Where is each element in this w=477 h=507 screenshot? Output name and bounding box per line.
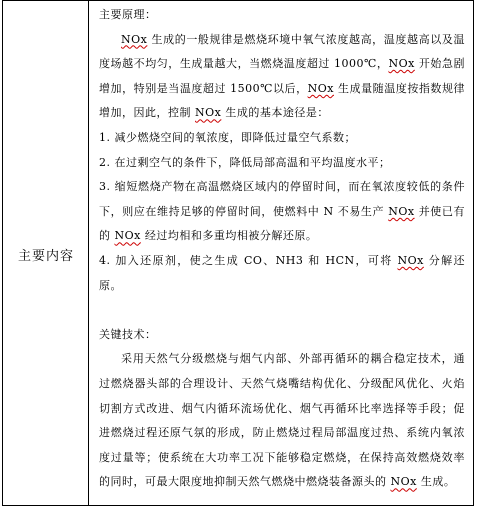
content-cell (89, 1, 473, 505)
principle-text: 生成的一般规律是燃烧环境中氧气浓度越高，温度越高以及温度场越不均匀，生成量越大，当燃烧温度超过 1000℃， (99, 32, 465, 71)
row-label: 主要内容 (17, 249, 74, 264)
list-item-3-text: 3. 缩短燃烧产物在高温燃烧区域内的停留时间，而在氧浓度较低的条件下，则应在维持足够的停留时间，使燃料中 N 不易生产 (99, 180, 465, 218)
list-item-1: 1. 减少燃烧空间的氧浓度，即降低过量空气系数； (99, 130, 356, 144)
key-tech-text: 采用天然气分级燃烧与烟气内部、外部再循环的耦合稳定技术，通过燃烧器头部的合理设计、天然气烧嘴结构优化、分级配风优化、火焰切割方式改进、烟气内循环流场优化、烟气再循环比率选择等手段；促进燃烧过程还原气氛的形成，防止燃烧过程局部温度过热、系统内氧浓度过量等；使系统在大功率工况下能够稳定燃烧，在保持高效燃烧效率的同时，可最大限度地抑制天然气燃烧中燃烧装备源头的 (99, 352, 465, 489)
principle-text: 开始急剧增加，特别是当温度超过 1500℃以后， (99, 57, 466, 95)
nox-term: NOx (195, 106, 222, 120)
spacer (99, 298, 465, 323)
list-item-3 (99, 175, 465, 249)
key-tech-paragraph (99, 347, 465, 495)
nox-term: NOx (388, 57, 415, 71)
list-item-2: 2. 在过剩空气的条件下，降低局部高温和平均温度水平； (99, 155, 391, 169)
list-item-4 (99, 249, 465, 298)
principle-text: 生成的基本途径是： (221, 106, 329, 120)
content-table (2, 0, 474, 506)
nox-term: NOx (388, 204, 415, 218)
nox-term: NOx (390, 475, 417, 489)
principle-text: 生成量随温度按指数规律增加，因此，控制 (99, 81, 466, 120)
list-item-4-text: 4. 加入还原剂，使之生成 CO、NH3 和 HCN，可将 (99, 253, 398, 267)
list-item-4-text: 分解还原。 (99, 253, 465, 292)
nox-term: NOx (307, 81, 334, 95)
principle-paragraph (99, 28, 465, 126)
list-item-3-text: 经过均相和多重均相被分解还原。 (140, 229, 318, 243)
nox-term: NOx (121, 32, 148, 46)
key-tech-text: 生成。 (416, 475, 456, 489)
nox-term: NOx (397, 253, 424, 267)
row-label-cell (3, 1, 89, 505)
key-tech-heading: 关键技术： (99, 327, 157, 341)
principle-heading: 主要原理： (99, 8, 157, 21)
list-item-3-text: 并使已有的 (99, 204, 465, 243)
nox-term: NOx (114, 229, 141, 243)
